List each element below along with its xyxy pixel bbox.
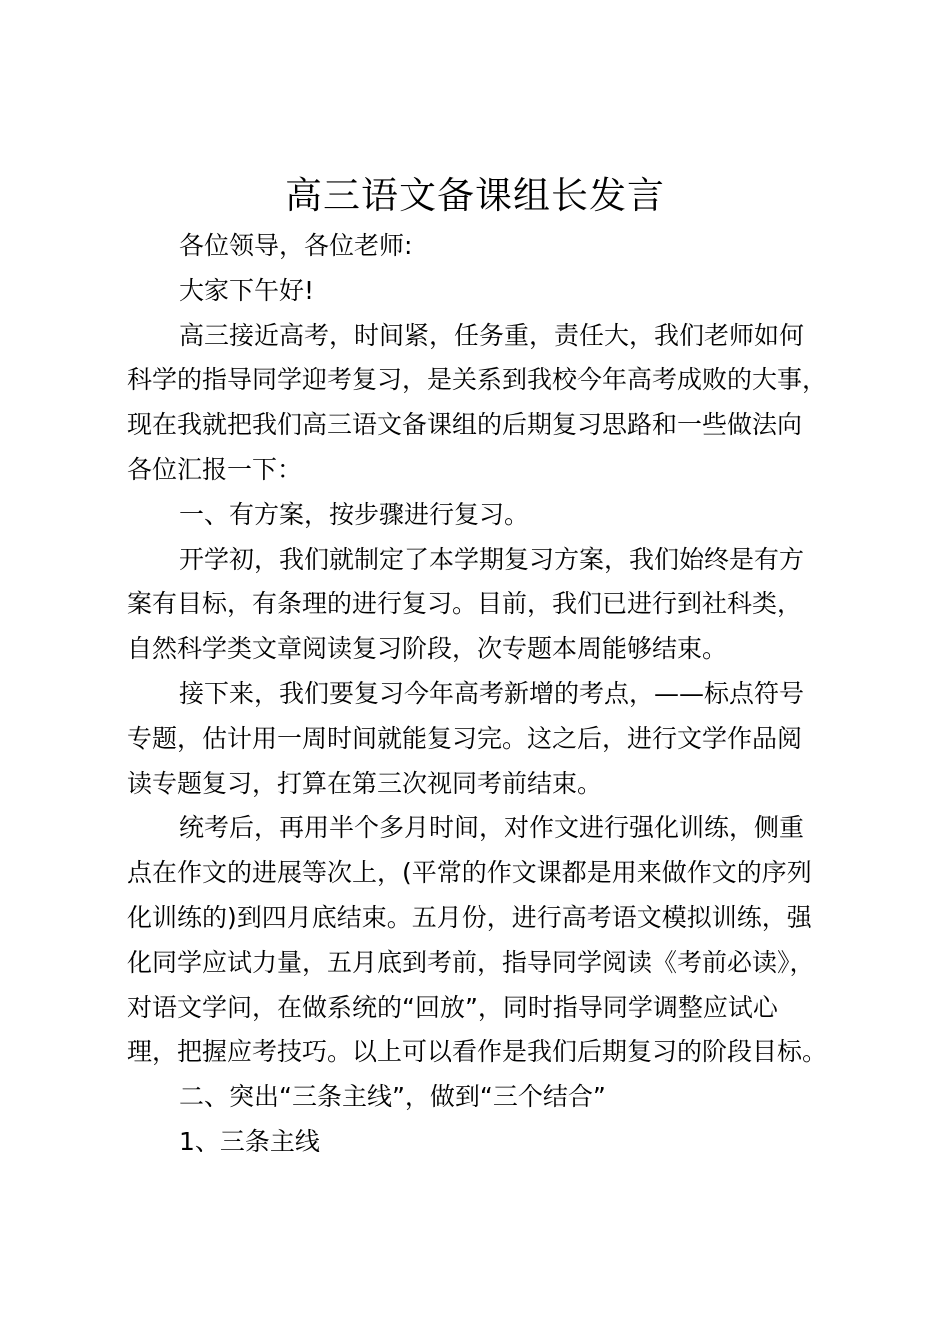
text-line: 各位汇报一下： xyxy=(127,454,303,484)
text-line: 大家下午好! xyxy=(179,275,315,305)
document-title: 高三语文备课组长发言 xyxy=(285,174,665,217)
text-line: 一、有方案，按步骤进行复习。 xyxy=(179,499,530,529)
body-paragraph xyxy=(127,672,839,806)
text-line: 理，把握应考技巧。以上可以看作是我们后期复习的阶段目标。 xyxy=(127,1037,828,1067)
text-line: 化训练的)到四月底结束。五月份，进行高考语文模拟训练，强 xyxy=(127,902,812,932)
text-line: 读专题复习，打算在第三次视同考前结束。 xyxy=(127,768,603,798)
text-line: 各位领导，各位老师: xyxy=(179,231,413,260)
text-line: 对语文学问，在做系统的“回放”，同时指导同学调整应试心 xyxy=(127,992,778,1022)
intro-paragraph xyxy=(127,314,839,493)
text-line: 案有目标，有条理的进行复习。目前，我们已进行到社科类， xyxy=(127,589,803,619)
text-line: 二、突出“三条主线”，做到“三个结合” xyxy=(179,1082,606,1112)
text-line: 专题，估计用一周时间就能复习完。这之后，进行文学作品阅 xyxy=(127,723,803,753)
text-line: 开学初，我们就制定了本学期复习方案，我们始终是有方 xyxy=(179,544,805,574)
text-line: 自然科学类文章阅读复习阶段，次专题本周能够结束。 xyxy=(127,634,728,664)
text-line: 1、三条主线 xyxy=(179,1126,320,1156)
document-body xyxy=(127,224,839,1165)
salutation xyxy=(127,224,839,269)
greeting xyxy=(127,269,839,314)
text-line: 科学的指导同学迎考复习，是关系到我校今年高考成败的大事， xyxy=(127,365,828,395)
section-heading-1 xyxy=(127,493,839,538)
text-line: 现在我就把我们高三语文备课组的后期复习思路和一些做法向 xyxy=(127,410,803,440)
text-line: 点在作文的进展等次上，(平常的作文课都是用来做作文的序列 xyxy=(127,858,812,888)
text-line: 高三接近高考，时间紧，任务重，责任大，我们老师如何 xyxy=(179,320,805,350)
body-paragraph xyxy=(127,806,839,1075)
body-paragraph xyxy=(127,538,839,672)
text-line: 化同学应试力量，五月底到考前，指导同学阅读《考前必读》， xyxy=(127,947,815,977)
text-line: 统考后，再用半个多月时间，对作文进行强化训练，侧重 xyxy=(179,813,805,843)
text-line: 接下来，我们要复习今年高考新增的考点，——标点符号 xyxy=(179,678,805,708)
section-heading-2 xyxy=(127,1075,839,1120)
subsection-heading xyxy=(127,1120,839,1165)
